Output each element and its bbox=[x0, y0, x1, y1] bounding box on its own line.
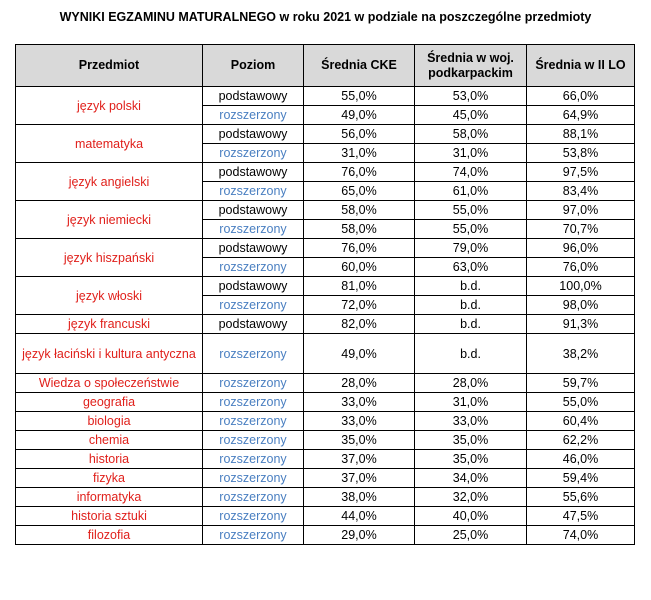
cke-average-cell: 37,0% bbox=[304, 469, 415, 488]
region-average-cell: 32,0% bbox=[415, 488, 527, 507]
subject-name: filozofia bbox=[16, 526, 203, 545]
subject-name: język francuski bbox=[16, 315, 203, 334]
level-cell: podstawowy bbox=[203, 125, 304, 144]
subject-name: historia bbox=[16, 450, 203, 469]
subject-name: biologia bbox=[16, 412, 203, 431]
table-row bbox=[16, 431, 635, 450]
cke-average-cell: 81,0% bbox=[304, 277, 415, 296]
subject-name: matematyka bbox=[16, 125, 203, 163]
table-row bbox=[16, 469, 635, 488]
school-average-cell: 59,4% bbox=[527, 469, 635, 488]
region-average-cell: b.d. bbox=[415, 296, 527, 315]
region-average-cell: 40,0% bbox=[415, 507, 527, 526]
results-table bbox=[15, 44, 635, 545]
table-row bbox=[16, 87, 635, 106]
level-cell: podstawowy bbox=[203, 201, 304, 220]
table-header bbox=[16, 45, 635, 87]
region-average-cell: 63,0% bbox=[415, 258, 527, 277]
cke-average-cell: 38,0% bbox=[304, 488, 415, 507]
table-row bbox=[16, 374, 635, 393]
region-average-cell: 45,0% bbox=[415, 106, 527, 125]
school-average-cell: 66,0% bbox=[527, 87, 635, 106]
cke-average-cell: 31,0% bbox=[304, 144, 415, 163]
level-cell: rozszerzony bbox=[203, 488, 304, 507]
region-average-cell: b.d. bbox=[415, 334, 527, 374]
subject-name: język niemiecki bbox=[16, 201, 203, 239]
subject-name: historia sztuki bbox=[16, 507, 203, 526]
table-row bbox=[16, 334, 635, 374]
cke-average-cell: 44,0% bbox=[304, 507, 415, 526]
subject-name: chemia bbox=[16, 431, 203, 450]
region-average-cell: 35,0% bbox=[415, 450, 527, 469]
school-average-cell: 60,4% bbox=[527, 412, 635, 431]
school-average-cell: 83,4% bbox=[527, 182, 635, 201]
cke-average-cell: 60,0% bbox=[304, 258, 415, 277]
subject-name: geografia bbox=[16, 393, 203, 412]
school-average-cell: 70,7% bbox=[527, 220, 635, 239]
level-cell: rozszerzony bbox=[203, 431, 304, 450]
subject-name: język angielski bbox=[16, 163, 203, 201]
school-average-cell: 62,2% bbox=[527, 431, 635, 450]
header-school-average: Średnia w II LO bbox=[527, 45, 635, 87]
cke-average-cell: 29,0% bbox=[304, 526, 415, 545]
cke-average-cell: 37,0% bbox=[304, 450, 415, 469]
level-cell: rozszerzony bbox=[203, 393, 304, 412]
school-average-cell: 97,0% bbox=[527, 201, 635, 220]
region-average-cell: 35,0% bbox=[415, 431, 527, 450]
level-cell: rozszerzony bbox=[203, 258, 304, 277]
cke-average-cell: 49,0% bbox=[304, 334, 415, 374]
table-row bbox=[16, 526, 635, 545]
school-average-cell: 53,8% bbox=[527, 144, 635, 163]
level-cell: rozszerzony bbox=[203, 526, 304, 545]
subject-name: język hiszpański bbox=[16, 239, 203, 277]
level-cell: podstawowy bbox=[203, 163, 304, 182]
level-cell: rozszerzony bbox=[203, 182, 304, 201]
cke-average-cell: 56,0% bbox=[304, 125, 415, 144]
region-average-cell: 61,0% bbox=[415, 182, 527, 201]
subject-name: język włoski bbox=[16, 277, 203, 315]
cke-average-cell: 58,0% bbox=[304, 220, 415, 239]
level-cell: rozszerzony bbox=[203, 220, 304, 239]
school-average-cell: 91,3% bbox=[527, 315, 635, 334]
school-average-cell: 47,5% bbox=[527, 507, 635, 526]
school-average-cell: 59,7% bbox=[527, 374, 635, 393]
subject-name: Wiedza o społeczeństwie bbox=[16, 374, 203, 393]
subject-name: język polski bbox=[16, 87, 203, 125]
region-average-cell: 34,0% bbox=[415, 469, 527, 488]
cke-average-cell: 58,0% bbox=[304, 201, 415, 220]
school-average-cell: 98,0% bbox=[527, 296, 635, 315]
header-level: Poziom bbox=[203, 45, 304, 87]
subject-name: fizyka bbox=[16, 469, 203, 488]
region-average-cell: 53,0% bbox=[415, 87, 527, 106]
header-cke-average: Średnia CKE bbox=[304, 45, 415, 87]
level-cell: rozszerzony bbox=[203, 374, 304, 393]
header-region-average: Średnia w woj. podkarpackim bbox=[415, 45, 527, 87]
table-row bbox=[16, 393, 635, 412]
subject-name: język łaciński i kultura antyczna bbox=[16, 334, 203, 374]
table-row bbox=[16, 125, 635, 144]
region-average-cell: 74,0% bbox=[415, 163, 527, 182]
table-row bbox=[16, 163, 635, 182]
level-cell: rozszerzony bbox=[203, 106, 304, 125]
header-subject: Przedmiot bbox=[16, 45, 203, 87]
region-average-cell: b.d. bbox=[415, 277, 527, 296]
level-cell: rozszerzony bbox=[203, 334, 304, 374]
school-average-cell: 97,5% bbox=[527, 163, 635, 182]
level-cell: rozszerzony bbox=[203, 507, 304, 526]
cke-average-cell: 28,0% bbox=[304, 374, 415, 393]
region-average-cell: 25,0% bbox=[415, 526, 527, 545]
school-average-cell: 100,0% bbox=[527, 277, 635, 296]
school-average-cell: 38,2% bbox=[527, 334, 635, 374]
school-average-cell: 55,0% bbox=[527, 393, 635, 412]
cke-average-cell: 72,0% bbox=[304, 296, 415, 315]
table-row bbox=[16, 239, 635, 258]
region-average-cell: 31,0% bbox=[415, 144, 527, 163]
cke-average-cell: 76,0% bbox=[304, 239, 415, 258]
level-cell: rozszerzony bbox=[203, 144, 304, 163]
table-row bbox=[16, 450, 635, 469]
level-cell: rozszerzony bbox=[203, 450, 304, 469]
level-cell: rozszerzony bbox=[203, 412, 304, 431]
table-row bbox=[16, 412, 635, 431]
school-average-cell: 55,6% bbox=[527, 488, 635, 507]
cke-average-cell: 82,0% bbox=[304, 315, 415, 334]
header-row bbox=[16, 45, 635, 87]
table-body bbox=[16, 87, 635, 545]
region-average-cell: 55,0% bbox=[415, 220, 527, 239]
school-average-cell: 76,0% bbox=[527, 258, 635, 277]
cke-average-cell: 55,0% bbox=[304, 87, 415, 106]
table-row bbox=[16, 507, 635, 526]
region-average-cell: 31,0% bbox=[415, 393, 527, 412]
school-average-cell: 64,9% bbox=[527, 106, 635, 125]
table-row bbox=[16, 201, 635, 220]
cke-average-cell: 65,0% bbox=[304, 182, 415, 201]
table-row bbox=[16, 488, 635, 507]
level-cell: podstawowy bbox=[203, 315, 304, 334]
level-cell: rozszerzony bbox=[203, 469, 304, 488]
cke-average-cell: 35,0% bbox=[304, 431, 415, 450]
school-average-cell: 88,1% bbox=[527, 125, 635, 144]
subject-name: informatyka bbox=[16, 488, 203, 507]
level-cell: podstawowy bbox=[203, 277, 304, 296]
page-title: WYNIKI EGZAMINU MATURALNEGO w roku 2021 w podziale na poszczególne przedmioty bbox=[59, 10, 592, 24]
level-cell: rozszerzony bbox=[203, 296, 304, 315]
school-average-cell: 74,0% bbox=[527, 526, 635, 545]
cke-average-cell: 49,0% bbox=[304, 106, 415, 125]
region-average-cell: b.d. bbox=[415, 315, 527, 334]
region-average-cell: 28,0% bbox=[415, 374, 527, 393]
region-average-cell: 33,0% bbox=[415, 412, 527, 431]
table-row bbox=[16, 277, 635, 296]
region-average-cell: 55,0% bbox=[415, 201, 527, 220]
region-average-cell: 79,0% bbox=[415, 239, 527, 258]
table-row bbox=[16, 315, 635, 334]
region-average-cell: 58,0% bbox=[415, 125, 527, 144]
school-average-cell: 46,0% bbox=[527, 450, 635, 469]
level-cell: podstawowy bbox=[203, 239, 304, 258]
level-cell: podstawowy bbox=[203, 87, 304, 106]
cke-average-cell: 33,0% bbox=[304, 412, 415, 431]
cke-average-cell: 33,0% bbox=[304, 393, 415, 412]
school-average-cell: 96,0% bbox=[527, 239, 635, 258]
cke-average-cell: 76,0% bbox=[304, 163, 415, 182]
